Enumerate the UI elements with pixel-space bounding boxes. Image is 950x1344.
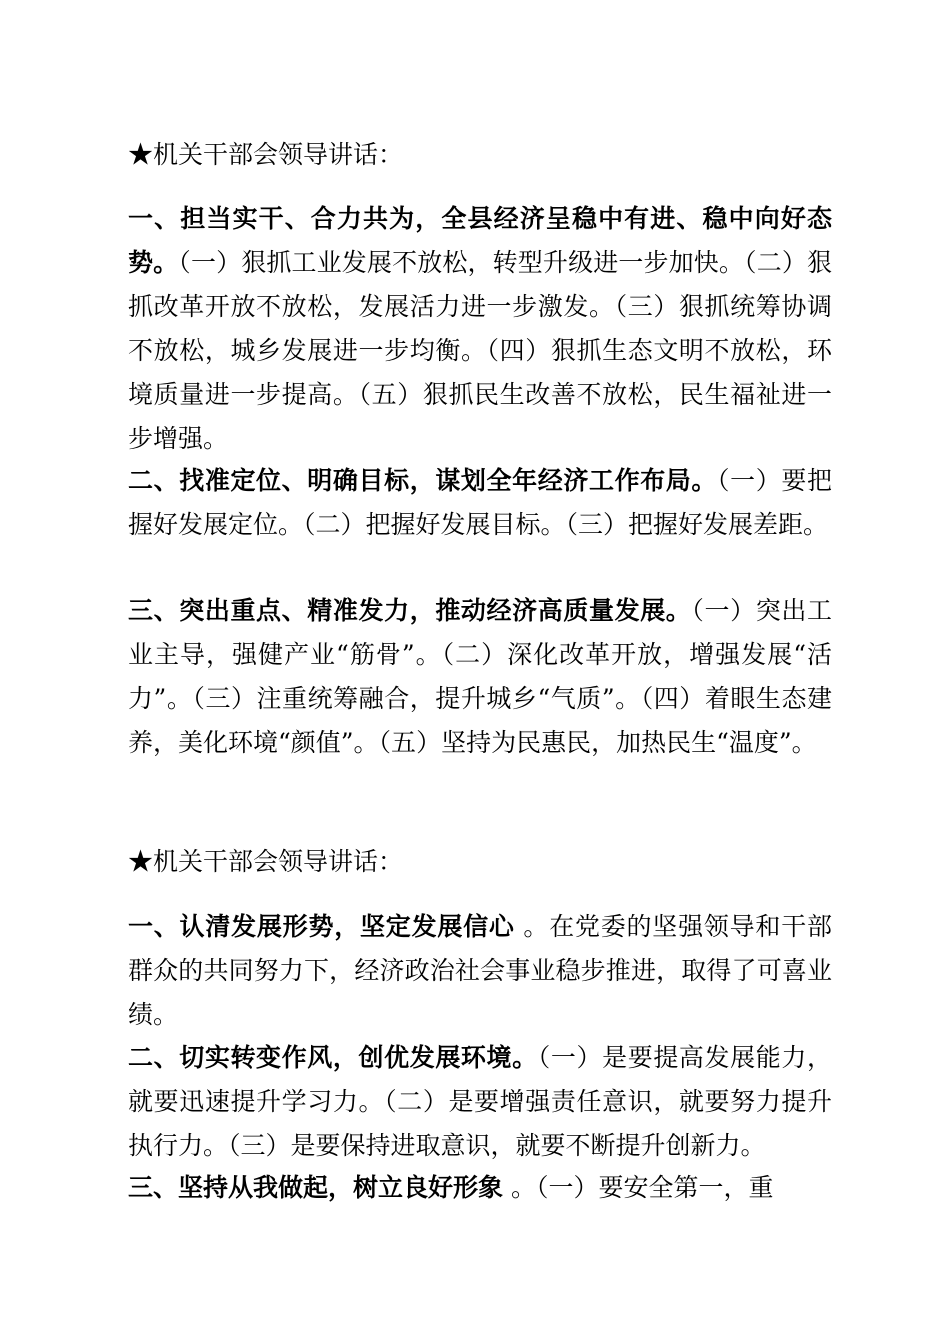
section-2-paragraph-3-lead: 三、坚持从我做起，树立良好形象: [128, 1173, 504, 1202]
section-1-paragraph-1-lead: 一、担当实干、合力共为，全县经济呈稳中有进、稳中向好态势。: [128, 204, 832, 277]
section-1-heading: ★机关干部会领导讲话：: [128, 140, 404, 169]
section-2-paragraph-3: [128, 1166, 832, 1210]
section-2-paragraph-2-body: （一）是要提高发展能力，就要迅速提升学习力。（二）是要增强责任意识，就要努力提升执行力。（三）是要保持进取意识，就要不断提升创新力。: [128, 1043, 832, 1160]
section-1-paragraph-3: [128, 589, 832, 765]
section-1-paragraph-1-body: （一）狠抓工业发展不放松，转型升级进一步加快。（二）狠抓改革开放不放松，发展活力进一步激发。（三）狠抓统筹协调不放松，城乡发展进一步均衡。（四）狠抓生态文明不放松，环境质量进一步提高。（五）狠抓民生改善不放松，民生福祉进一步增强。: [128, 248, 832, 453]
section-2-paragraph-3-body: 。（一）要安全第一，重: [503, 1173, 774, 1202]
section-1-paragraph-2: [128, 459, 832, 547]
section-1-paragraph-3-lead: 三、突出重点、精准发力，推动经济高质量发展。: [128, 596, 692, 625]
section-1-paragraph-1: [128, 197, 832, 461]
section-1-paragraph-3-body: （一）突出工业主导，强健产业“筋骨”。（二）深化改革开放，增强发展“活力”。（三）注重统筹融合，提升城乡“气质”。（四）着眼生态建养，美化环境“颜值”。（五）坚持为民惠民，加热民生“温度”。: [128, 596, 832, 757]
section-1-paragraph-2-lead: 二、找准定位、明确目标，谋划全年经济工作布局。: [128, 466, 718, 495]
section-2-paragraph-1: [128, 905, 832, 1037]
section-2-paragraph-1-body: 。在党委的坚强领导和干部群众的共同努力下，经济政治社会事业稳步推进，取得了可喜业绩。: [128, 912, 832, 1029]
section-2-paragraph-1-lead: 一、认清发展形势，坚定发展信心: [128, 912, 515, 941]
section-1-paragraph-2-body: （一）要把握好发展定位。（二）把握好发展目标。（三）把握好发展差距。: [128, 466, 832, 539]
section-2-heading: ★机关干部会领导讲话：: [128, 847, 404, 876]
section-2-paragraph-2: [128, 1036, 832, 1168]
section-2-paragraph-2-lead: 二、切实转变作风，创优发展环境。: [128, 1043, 538, 1072]
